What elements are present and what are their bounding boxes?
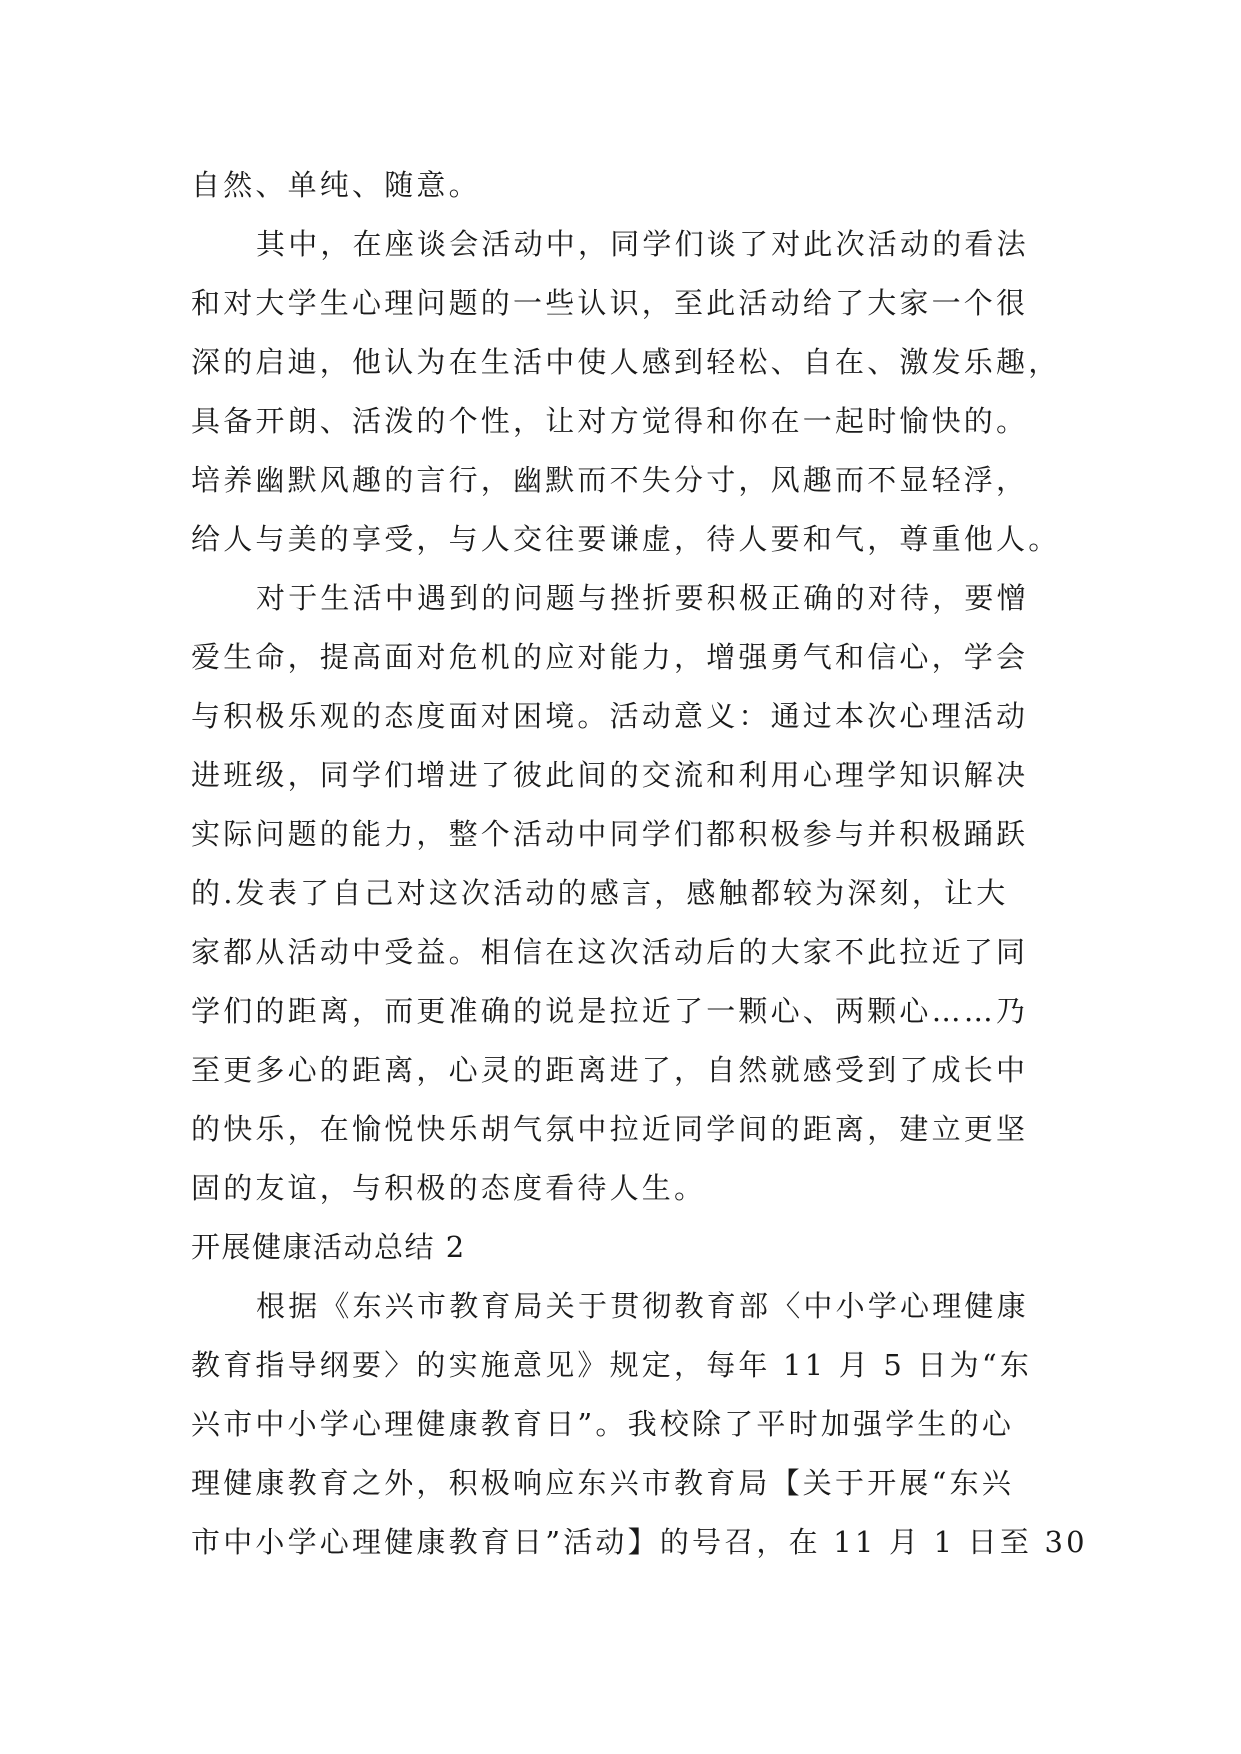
text-line: 培养幽默风趣的言行，幽默而不失分寸，风趣而不显轻浮， — [191, 463, 1029, 497]
text-line: 至更多心的距离，心灵的距离进了，自然就感受到了成长中 — [191, 1053, 1029, 1087]
text-line: 自然、单纯、随意。 — [191, 168, 481, 202]
text-line: 给人与美的享受，与人交往要谦虚，待人要和气，尊重他人。 — [191, 522, 1061, 556]
text-line: 与积极乐观的态度面对困境。活动意义：通过本次心理活动 — [191, 699, 1029, 733]
section-heading: 开展健康活动总结 2 — [191, 1230, 466, 1264]
paragraph-start-line: 其中，在座谈会活动中，同学们谈了对此次活动的看法 — [256, 227, 1029, 261]
text-line: 爱生命，提高面对危机的应对能力，增强勇气和信心，学会 — [191, 640, 1029, 674]
text-line: 具备开朗、活泼的个性，让对方觉得和你在一起时愉快的。 — [191, 404, 1029, 438]
text-line: 的.发表了自己对这次活动的感言，感触都较为深刻，让大 — [191, 876, 1009, 910]
text-line: 的快乐，在愉悦快乐胡气氛中拉近同学间的距离，建立更坚 — [191, 1112, 1029, 1146]
text-line: 深的启迪，他认为在生活中使人感到轻松、自在、激发乐趣， — [191, 345, 1061, 379]
document-body — [191, 156, 1088, 1572]
text-line: 家都从活动中受益。相信在这次活动后的大家不此拉近了同 — [191, 935, 1029, 969]
text-line: 学们的距离，而更准确的说是拉近了一颗心、两颗心……乃 — [191, 994, 1029, 1028]
text-line: 固的友谊，与积极的态度看待人生。 — [191, 1171, 707, 1205]
text-line: 进班级，同学们增进了彼此间的交流和利用心理学知识解决 — [191, 758, 1029, 792]
text-line: 教育指导纲要〉的实施意见》规定，每年 11 月 5 日为“东 — [191, 1348, 1033, 1382]
text-line: 和对大学生心理问题的一些认识，至此活动给了大家一个很 — [191, 286, 1029, 320]
paragraph-start-line: 根据《东兴市教育局关于贯彻教育部〈中小学心理健康 — [256, 1289, 1029, 1323]
text-line: 实际问题的能力，整个活动中同学们都积极参与并积极踊跃 — [191, 817, 1029, 851]
text-line: 市中小学心理健康教育日”活动】的号召，在 11 月 1 日至 30 — [191, 1525, 1088, 1559]
text-line: 兴市中小学心理健康教育日”。我校除了平时加强学生的心 — [191, 1407, 1015, 1441]
text-line: 理健康教育之外，积极响应东兴市教育局【关于开展“东兴 — [191, 1466, 1015, 1500]
paragraph-start-line: 对于生活中遇到的问题与挫折要积极正确的对待，要憎 — [256, 581, 1029, 615]
